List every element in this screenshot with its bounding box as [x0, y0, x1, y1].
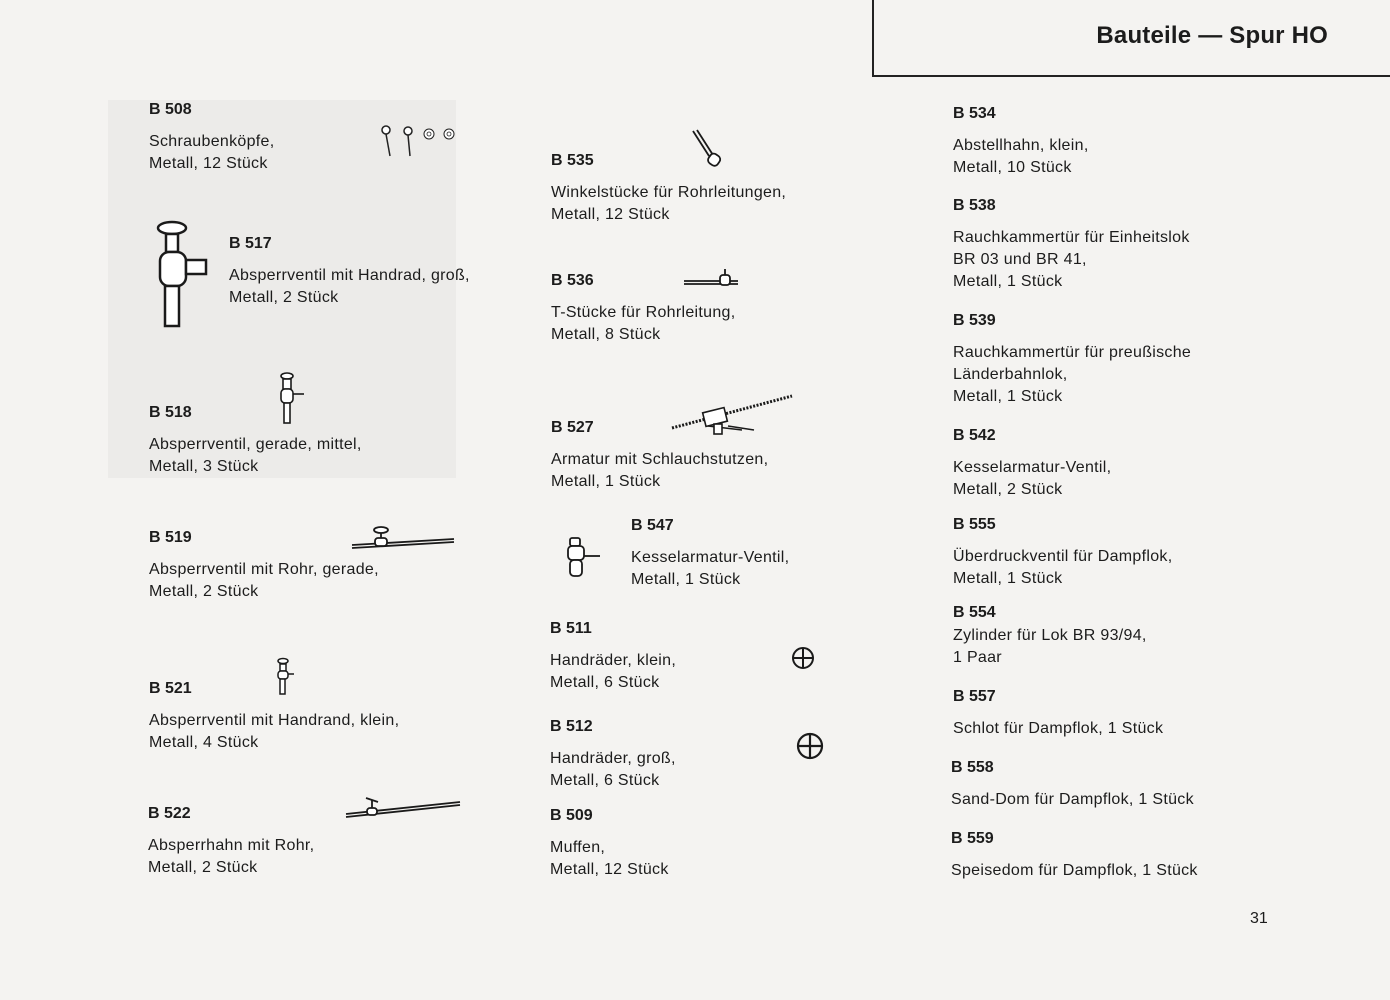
- catalog-item-b535: [551, 151, 786, 226]
- part-number: B 512: [550, 718, 593, 735]
- part-description: Absperrventil mit Handrad, groß, Metall, 2 Stück: [229, 267, 470, 306]
- valve-straight-icon: [276, 368, 308, 426]
- header-box: [872, 0, 1390, 77]
- part-description: Armatur mit Schlauchstutzen, Metall, 1 Stück: [551, 451, 769, 490]
- part-number: B 536: [551, 272, 594, 289]
- page-title: Bauteile — Spur HO: [1096, 22, 1328, 49]
- stopcock-pipe-icon: [344, 794, 462, 820]
- catalog-item-b512: [550, 717, 676, 792]
- part-number: B 554: [953, 604, 996, 621]
- part-description: Sand-Dom für Dampflok, 1 Stück: [951, 791, 1194, 808]
- page-number: 31: [1250, 910, 1268, 927]
- part-number: B 535: [551, 152, 594, 169]
- part-number: B 558: [951, 759, 994, 776]
- part-description: Muffen, Metall, 12 Stück: [550, 839, 669, 878]
- part-description: Schlot für Dampflok, 1 Stück: [953, 720, 1164, 737]
- part-description: Überdruckventil für Dampflok, Metall, 1 Stück: [953, 548, 1173, 587]
- elbow-fitting-icon: [690, 128, 726, 172]
- catalog-item-b557: [953, 687, 1163, 740]
- fitting-hose-icon: [668, 390, 796, 438]
- part-number: B 511: [550, 620, 592, 637]
- part-number: B 521: [149, 680, 192, 697]
- catalog-item-b539: [953, 311, 1191, 408]
- part-description: Speisedom für Dampflok, 1 Stück: [951, 862, 1198, 879]
- boiler-valve-icon: [562, 534, 602, 580]
- part-description: T-Stücke für Rohrleitung, Metall, 8 Stück: [551, 304, 736, 343]
- part-number: B 559: [951, 830, 994, 847]
- valve-small-icon: [274, 656, 296, 696]
- screw-heads-icon: [378, 122, 460, 160]
- part-number: B 538: [953, 197, 996, 214]
- catalog-item-b538: [953, 196, 1190, 293]
- catalog-item-b547: [631, 516, 789, 591]
- part-description: Absperrventil, gerade, mittel, Metall, 3 Stück: [149, 436, 362, 475]
- part-number: B 539: [953, 312, 996, 329]
- catalog-item-b508: [149, 100, 274, 175]
- catalog-item-b517: [229, 234, 470, 309]
- part-description: Winkelstücke für Rohrleitungen, Metall, 12 Stück: [551, 184, 787, 223]
- catalog-item-b511: [550, 619, 676, 694]
- part-number: B 527: [551, 419, 594, 436]
- part-number: B 519: [149, 529, 192, 546]
- catalog-item-b519: [149, 528, 379, 603]
- catalog-item-b542: [953, 426, 1111, 501]
- catalog-item-b558: [951, 758, 1194, 811]
- part-description: Kesselarmatur-Ventil, Metall, 2 Stück: [953, 459, 1112, 498]
- part-number: B 522: [148, 805, 191, 822]
- part-number: B 517: [229, 235, 272, 252]
- valve-handwheel-large-icon: [152, 218, 212, 330]
- part-description: Abstellhahn, klein, Metall, 10 Stück: [953, 137, 1089, 176]
- part-number: B 518: [149, 404, 192, 421]
- part-number: B 508: [149, 101, 192, 118]
- part-number: B 542: [953, 427, 996, 444]
- part-description: Schraubenköpfe, Metall, 12 Stück: [149, 133, 275, 172]
- part-number: B 557: [953, 688, 996, 705]
- catalog-item-b522: [148, 804, 314, 879]
- part-description: Zylinder für Lok BR 93/94, 1 Paar: [953, 627, 1147, 666]
- handwheel-large-icon: [795, 731, 825, 761]
- part-description: Kesselarmatur-Ventil, Metall, 1 Stück: [631, 549, 790, 588]
- catalog-item-b559: [951, 829, 1198, 882]
- part-description: Rauchkammertür für Einheitslok BR 03 und BR 41, Metall, 1 Stück: [953, 229, 1190, 290]
- part-description: Absperrventil mit Rohr, gerade, Metall, 2 Stück: [149, 561, 379, 600]
- part-description: Handräder, klein, Metall, 6 Stück: [550, 652, 677, 691]
- valve-pipe-icon: [350, 524, 456, 550]
- part-description: Handräder, groß, Metall, 6 Stück: [550, 750, 676, 789]
- handwheel-small-icon: [790, 645, 816, 671]
- catalog-item-b509: [550, 806, 669, 881]
- catalog-item-b534: [953, 104, 1089, 179]
- part-number: B 534: [953, 105, 996, 122]
- part-number: B 509: [550, 807, 593, 824]
- part-number: B 547: [631, 517, 674, 534]
- tee-fitting-icon: [682, 266, 742, 288]
- part-description: Rauchkammertür für preußische Länderbahnlok, Metall, 1 Stück: [953, 344, 1192, 405]
- part-description: Absperrventil mit Handrand, klein, Metall, 4 Stück: [149, 712, 400, 751]
- catalog-item-b555: [953, 515, 1172, 590]
- part-number: B 555: [953, 516, 996, 533]
- catalog-item-b554: [953, 603, 1147, 669]
- part-description: Absperrhahn mit Rohr, Metall, 2 Stück: [148, 837, 315, 876]
- catalog-item-b518: [149, 403, 362, 478]
